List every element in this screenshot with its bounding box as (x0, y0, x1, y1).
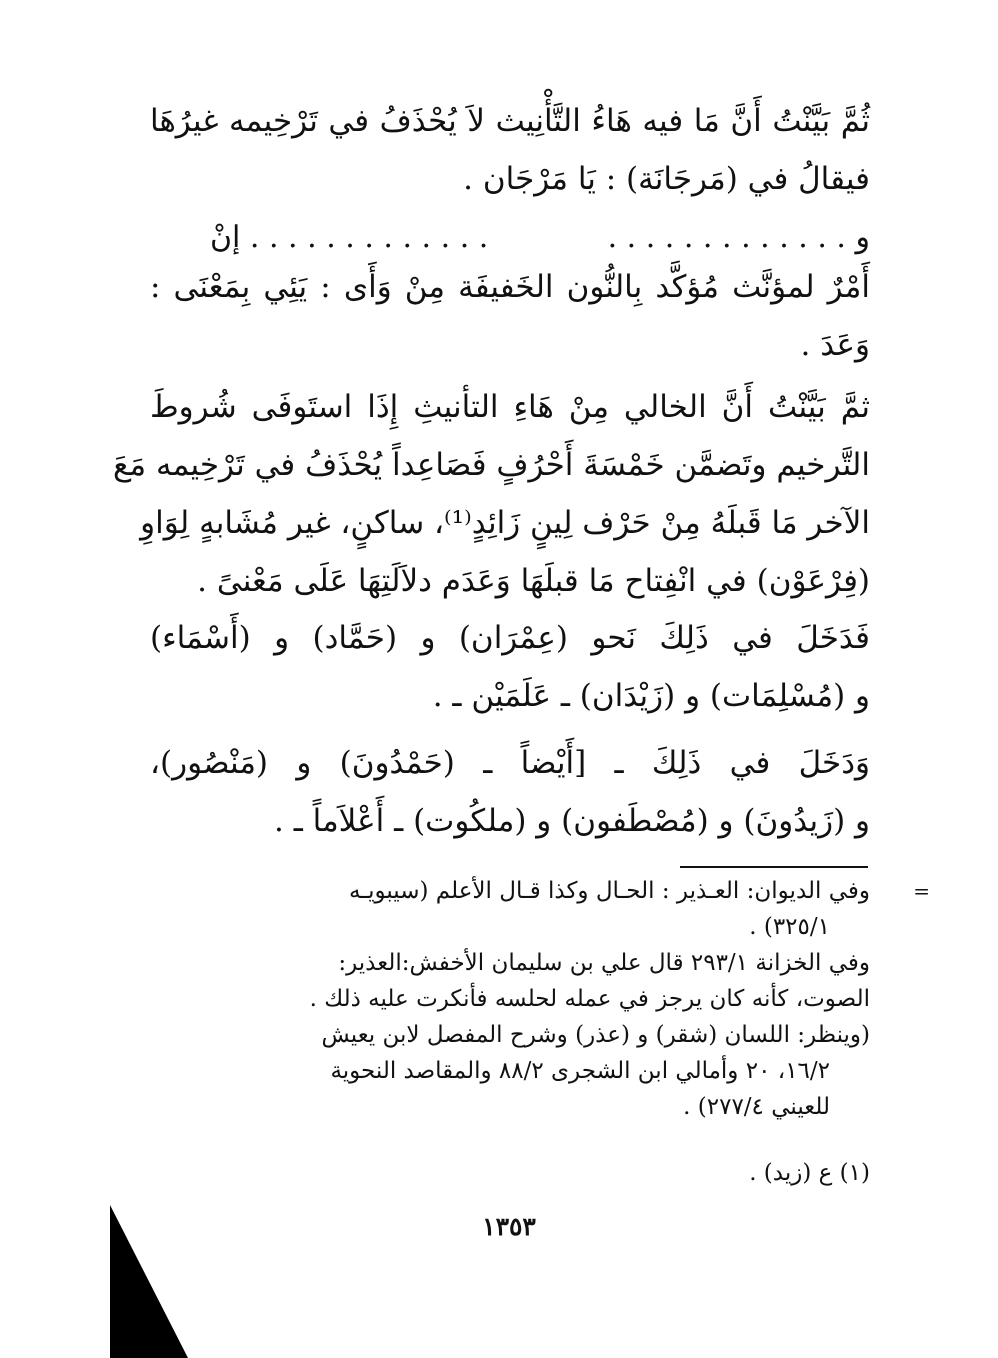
text-line: فيقالُ في (مَرجَانَة) : يَا مَرْجَان . (463, 161, 870, 197)
footnote-line: ٣٢٥/١) . (749, 914, 830, 940)
text-line: أَمْرٌ لمؤنَّث مُؤكَّد بِالنُّون الخَفيفَة مِنْ وَأَى : يَئِي بِمَعْنَى : (150, 269, 870, 305)
verse-hemistich-left: . . . . . . . . . . . . . إنْ (210, 220, 489, 255)
footnote-line: الصوت، كأنه كان يرجز في عمله لحلسه فأنكرت عليه ذلك . (309, 986, 870, 1012)
text-line: (فِرْعَوْن) في انْفِتاح مَا قبلَهَا وَعَدَم دلاَلَتِهَا عَلَى مَعْنىً . (197, 563, 870, 599)
scan-shadow-triangle (110, 1205, 188, 1358)
footnote-line: للعيني ٢٧٧/٤) . (683, 1094, 830, 1120)
footnote-line: (وينظر: اللسان (شقر) و (عذر) وشرح المفصل لابن يعيش (321, 1022, 870, 1048)
continuation-mark: = (913, 879, 930, 903)
page-number: ١٣٥٣ (482, 1212, 536, 1241)
text-line: ثُمَّ بَيَّنْتُ أَنَّ مَا فيه هَاءُ التَّأْنِيث لاَ يُحْذَفُ في تَرْخِيمه غيرُهَا (150, 103, 870, 139)
text-line: التَّرخيم وتَضمَّن خَمْسَةَ أَحْرُفٍ فَصَاعِداً يُحْذَفُ في تَرْخِيمه مَعَ (112, 447, 870, 483)
text-line: الآخر مَا قَبلَهُ مِنْ حَرْف لِينٍ زَائِدٍ⁽¹⁾، ساكنٍ، غير مُشَابهٍ لِوَاوِ (140, 505, 870, 541)
footnote-line: وفي الخزانة ٢٩٣/١ قال علي بن سليمان الأخفش:العذير: (338, 950, 870, 976)
footnote-line: ١٦/٢، ٢٠ وأمالي ابن الشجرى ٨٨/٢ والمقاصد النحوية (330, 1058, 830, 1084)
text-line: و (مُسْلِمَات) و (زَيْدَان) ـ عَلَمَيْن ـ . (432, 678, 870, 714)
text-line: ثمَّ بَيَّنْتُ أَنَّ الخالي مِنْ هَاءِ التأنيثِ إِذَا استَوفَى شُروطَ (150, 389, 870, 425)
footnote-1: (١) ع (زيد) . (749, 1160, 870, 1186)
text-line: فَدَخَلَ في ذَلِكَ نَحو (عِمْرَان) و (حَمَّاد) و (أَسْمَاء) (150, 620, 870, 656)
verse-hemistich-right: و . . . . . . . . . . . . . (607, 220, 870, 255)
text-line: و (زَيدُونَ) و (مُصْطَفون) و (ملكُوت) ـ أَعْلاَماً ـ . (273, 803, 870, 839)
text-line: وَعَدَ . (800, 327, 870, 363)
footnote-line: وفي الديوان: العـذير : الحـال وكذا قـال الأعلم (سيبويـه (349, 878, 870, 904)
text-line: وَدَخَلَ في ذَلِكَ ـ [أَيْضاً ـ (حَمْدُونَ) و (مَنْصُور)، (150, 745, 870, 781)
